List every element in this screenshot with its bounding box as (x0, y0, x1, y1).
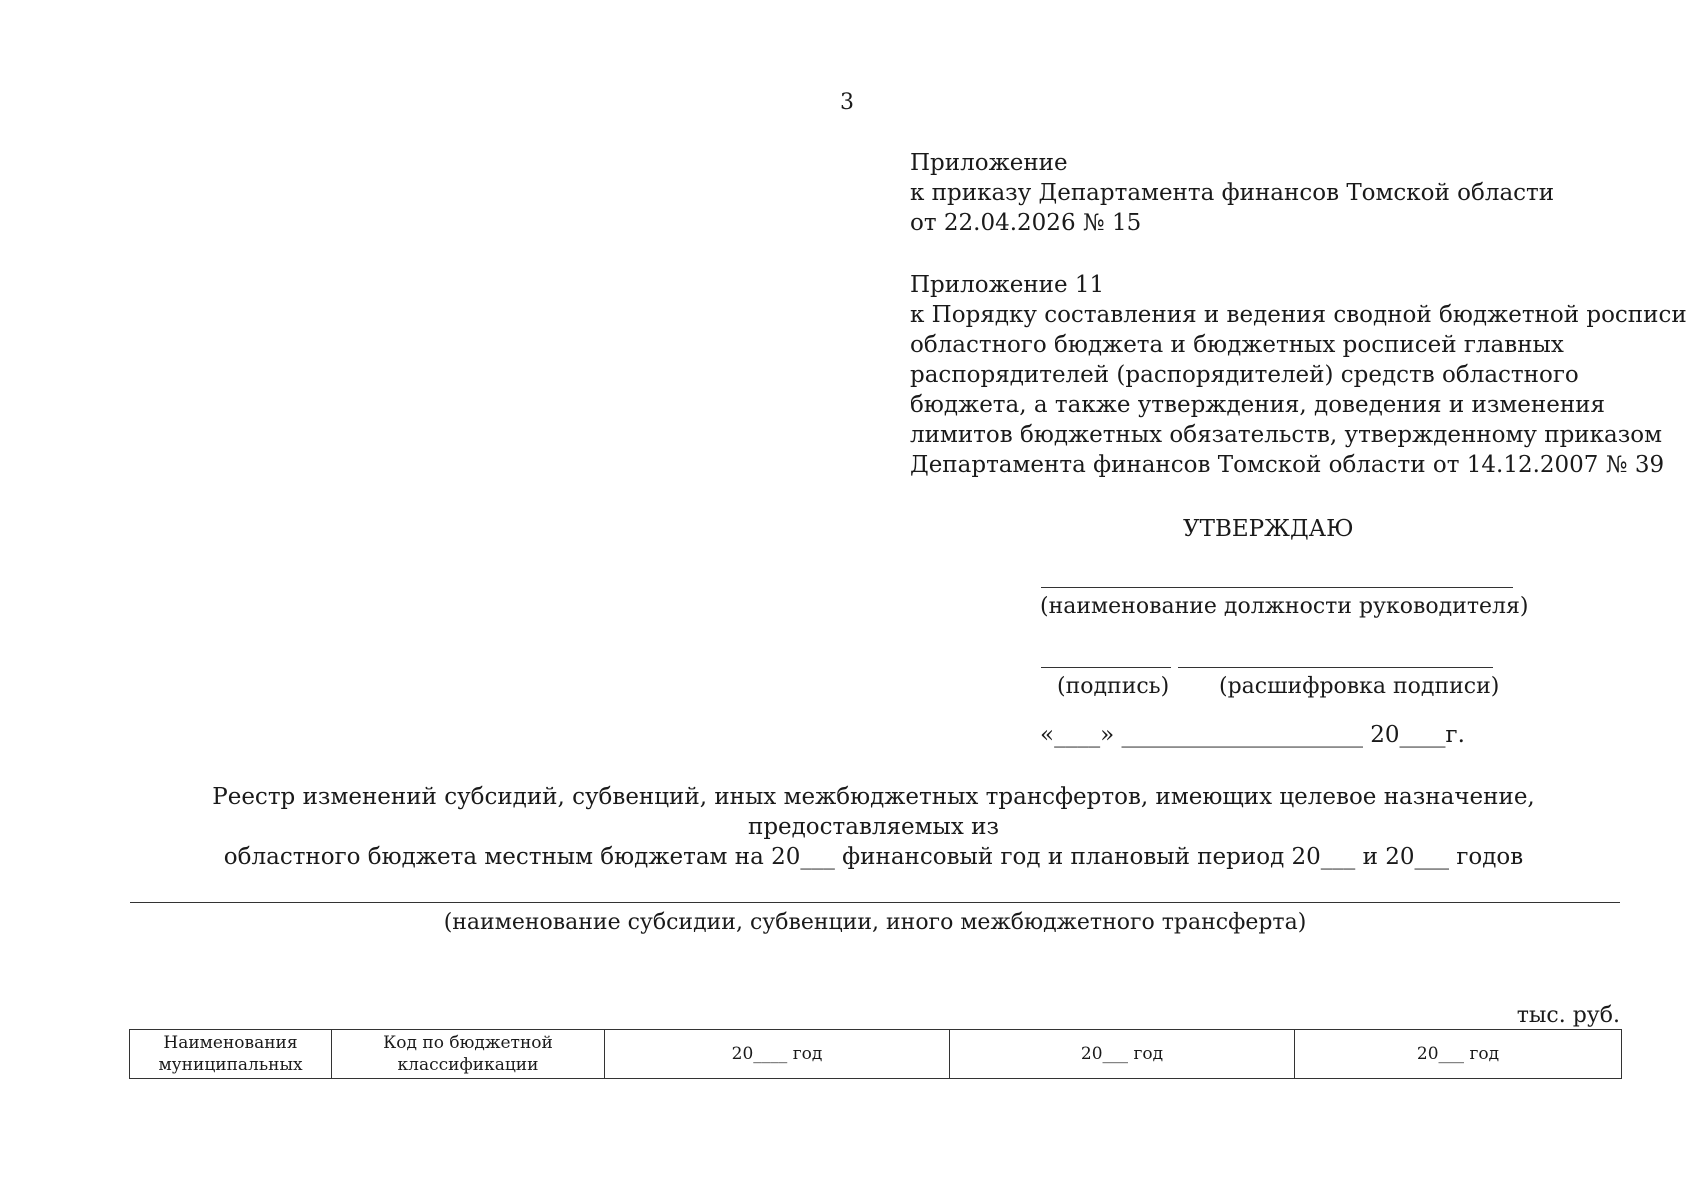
appendix-procedure-line: бюджета, а также утверждения, доведения и изменения (910, 392, 1605, 418)
signature-caption: (подпись) (1057, 674, 1170, 699)
appendix-header (910, 148, 1687, 480)
budget-table (129, 1029, 1622, 1079)
register-title (130, 782, 1617, 872)
header-municipalities: Наименования муниципальных (130, 1030, 332, 1079)
appendix-procedure-line: областного бюджета и бюджетных росписей главных (910, 332, 1564, 358)
header-year-1: 20____ год (605, 1030, 950, 1079)
appendix-procedure-line: к Порядку составления и ведения сводной бюджетной росписи (910, 302, 1687, 328)
decoding-blank-line (1178, 667, 1493, 668)
appendix-order-title: Приложение (910, 150, 1068, 176)
appendix-procedure-line: Департамента финансов Томской области от 14.12.2007 № 39 (910, 452, 1665, 478)
table-header-row (130, 1030, 1622, 1079)
units-label: тыс. руб. (1516, 1003, 1620, 1028)
position-blank-line (1041, 587, 1513, 588)
header-budget-code: Код по бюджетной классификации (332, 1030, 605, 1079)
register-title-line: областного бюджета местным бюджетам на 20___ финансовый год и плановый период 20___ и 20___ годов (223, 844, 1524, 870)
page-number: 3 (840, 90, 854, 115)
appendix-order-line: к приказу Департамента финансов Томской области (910, 180, 1555, 206)
signature-blank-line (1041, 667, 1171, 668)
transfer-name-caption: (наименование субсидии, субвенции, иного межбюджетного трансферта) (443, 910, 1307, 935)
decoding-caption: (расшифровка подписи) (1219, 674, 1500, 699)
transfer-name-blank-line (130, 902, 1620, 903)
register-title-line: Реестр изменений субсидий, субвенций, иных межбюджетных трансфертов, имеющих целевое назначение, предоставляемых из (212, 784, 1535, 840)
position-caption: (наименование должности руководителя) (1040, 594, 1529, 619)
header-year-3: 20___ год (1295, 1030, 1622, 1079)
appendix-procedure-line: лимитов бюджетных обязательств, утвержденному приказом (910, 422, 1663, 448)
approval-title: УТВЕРЖДАЮ (1183, 516, 1354, 542)
appendix-procedure-line: распорядителей (распорядителей) средств областного (910, 362, 1579, 388)
appendix-procedure-title: Приложение 11 (910, 272, 1105, 298)
appendix-order-date: от 22.04.2026 № 15 (910, 210, 1142, 236)
header-year-2: 20___ год (950, 1030, 1295, 1079)
approval-date-line: «____» _____________________ 20____г. (1040, 722, 1465, 748)
